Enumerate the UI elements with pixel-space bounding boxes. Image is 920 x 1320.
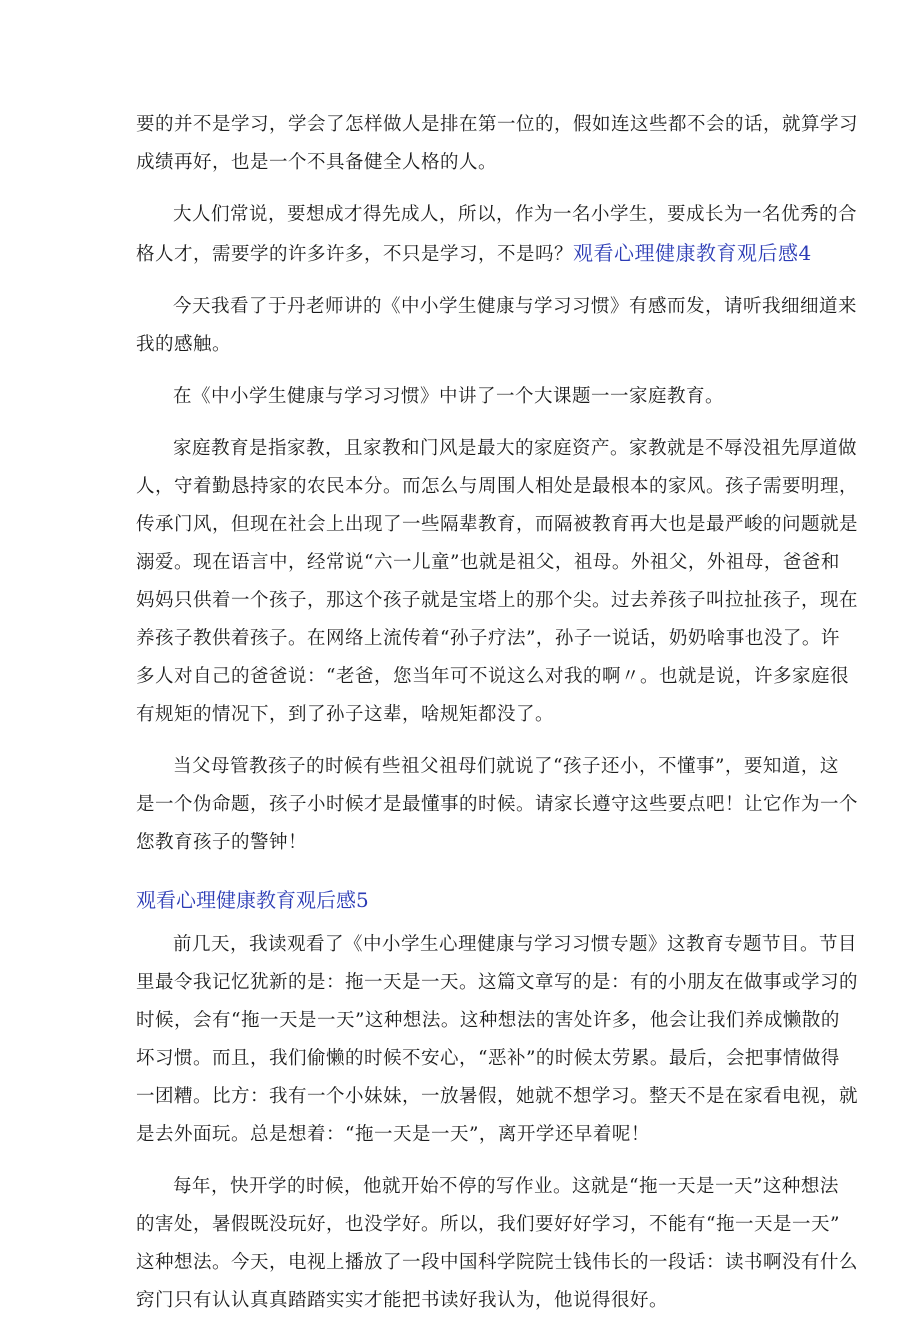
text-segment: 格人才，需要学的许多许多，不只是学习，不是吗？ bbox=[136, 244, 574, 265]
paragraph-grow-up bbox=[136, 196, 858, 274]
paragraph-parents-discipline bbox=[136, 748, 859, 862]
text-line: 时候，会有“拖一天是一天”这种想法。这种想法的害处许多，他会让我们养成懒散的 bbox=[136, 1010, 840, 1031]
paragraph-family-education bbox=[136, 430, 859, 734]
text-line: 窍门只有认认真真踏踏实实才能把书读好我认为，他说得很好。 bbox=[136, 1290, 669, 1311]
paragraph-conclusion bbox=[136, 1168, 859, 1320]
text-line: 大人们常说，要想成才得先成人，所以，作为一名小学生，要成长为一名优秀的合 bbox=[173, 204, 858, 225]
text-line: 人，守着勤恳持家的农民本分。而怎么与周围人相处是最根本的家风。孩子需要明理， bbox=[136, 476, 859, 497]
text-line: 您教育孩子的警钟！ bbox=[136, 832, 308, 853]
paragraph-procrastination bbox=[136, 926, 859, 1154]
text-line: 的害处，暑假既没玩好，也没学好。所以，我们要好好学习，不能有“拖一天是一天” bbox=[136, 1214, 840, 1235]
section-heading-5: 观看心理健康教育观后感5 bbox=[136, 888, 369, 912]
text-line: 家庭教育是指家教，且家教和门风是最大的家庭资产。家教就是不辱没祖先厚道做 bbox=[173, 438, 858, 459]
text-line: 里最令我记忆犹新的是：拖一天是一天。这篇文章写的是：有的小朋友在做事或学习的 bbox=[136, 972, 859, 993]
text-line: 前几天，我读观看了《中小学生心理健康与学习习惯专题》这教育专题节目。节目 bbox=[173, 934, 858, 955]
text-line: 养孩子教供着孩子。在网络上流传着“孙子疗法”，孙子一说话，奶奶啥事也没了。许 bbox=[136, 628, 840, 649]
text-line: 每年，快开学的时候，他就开始不停的写作业。这就是“拖一天是一天”这种想法 bbox=[173, 1176, 839, 1197]
text-line: 传承门风，但现在社会上出现了一些隔辈教育，而隔被教育再大也是最严峻的问题就是 bbox=[136, 514, 859, 535]
paragraph-continuation bbox=[136, 106, 859, 182]
paragraph-section4-intro bbox=[136, 288, 858, 364]
text-line: 当父母管教孩子的时候有些祖父祖母们就说了“孩子还小，不懂事”，要知道，这 bbox=[173, 756, 839, 777]
text-line: 有规矩的情况下，到了孙子这辈，啥规矩都没了。 bbox=[136, 704, 555, 725]
text-line: 坏习惯。而且，我们偷懒的时候不安心，“恶补”的时候太劳累。最后，会把事情做得 bbox=[136, 1048, 840, 1069]
text-line: 今天我看了于丹老师讲的《中小学生健康与学习习惯》有感而发，请听我细细道来 bbox=[173, 296, 858, 317]
text-line bbox=[136, 234, 812, 274]
text-line: 一团糟。比方：我有一个小妹妹，一放暑假，她就不想学习。整天不是在家看电视，就 bbox=[136, 1086, 859, 1107]
text-line: 溺爱。现在语言中，经常说“六一儿童”也就是祖父，祖母。外祖父，外祖母，爸爸和 bbox=[136, 552, 840, 573]
text-line: 要的并不是学习，学会了怎样做人是排在第一位的，假如连这些都不会的话，就算学习 bbox=[136, 114, 859, 135]
text-line: 多人对自己的爸爸说：“老爸，您当年可不说这么对我的啊〃。也就是说，许多家庭很 bbox=[136, 666, 849, 687]
paragraph-section4-topic bbox=[136, 378, 784, 416]
text-line: 是去外面玩。总是想着：“拖一天是一天”，离开学还早着呢！ bbox=[136, 1124, 650, 1145]
text-line: 成绩再好，也是一个不具备健全人格的人。 bbox=[136, 152, 498, 173]
section-heading-4: 观看心理健康教育观后感4 bbox=[573, 241, 812, 265]
text-line: 这种想法。今天，电视上播放了一段中国科学院院士钱伟长的一段话：读书啊没有什么 bbox=[136, 1252, 859, 1273]
text-line: 是一个伪命题，孩子小时候才是最懂事的时候。请家长遵守这些要点吧！让它作为一个 bbox=[136, 794, 859, 815]
text-line: 在《中小学生健康与学习习惯》中讲了一个大课题一一家庭教育。 bbox=[173, 386, 725, 407]
text-line: 妈妈只供着一个孩子，那这个孩子就是宝塔上的那个尖。过去养孩子叫拉扯孩子，现在 bbox=[136, 590, 859, 611]
document-body bbox=[136, 106, 859, 1320]
text-line: 我的感触。 bbox=[136, 334, 232, 355]
